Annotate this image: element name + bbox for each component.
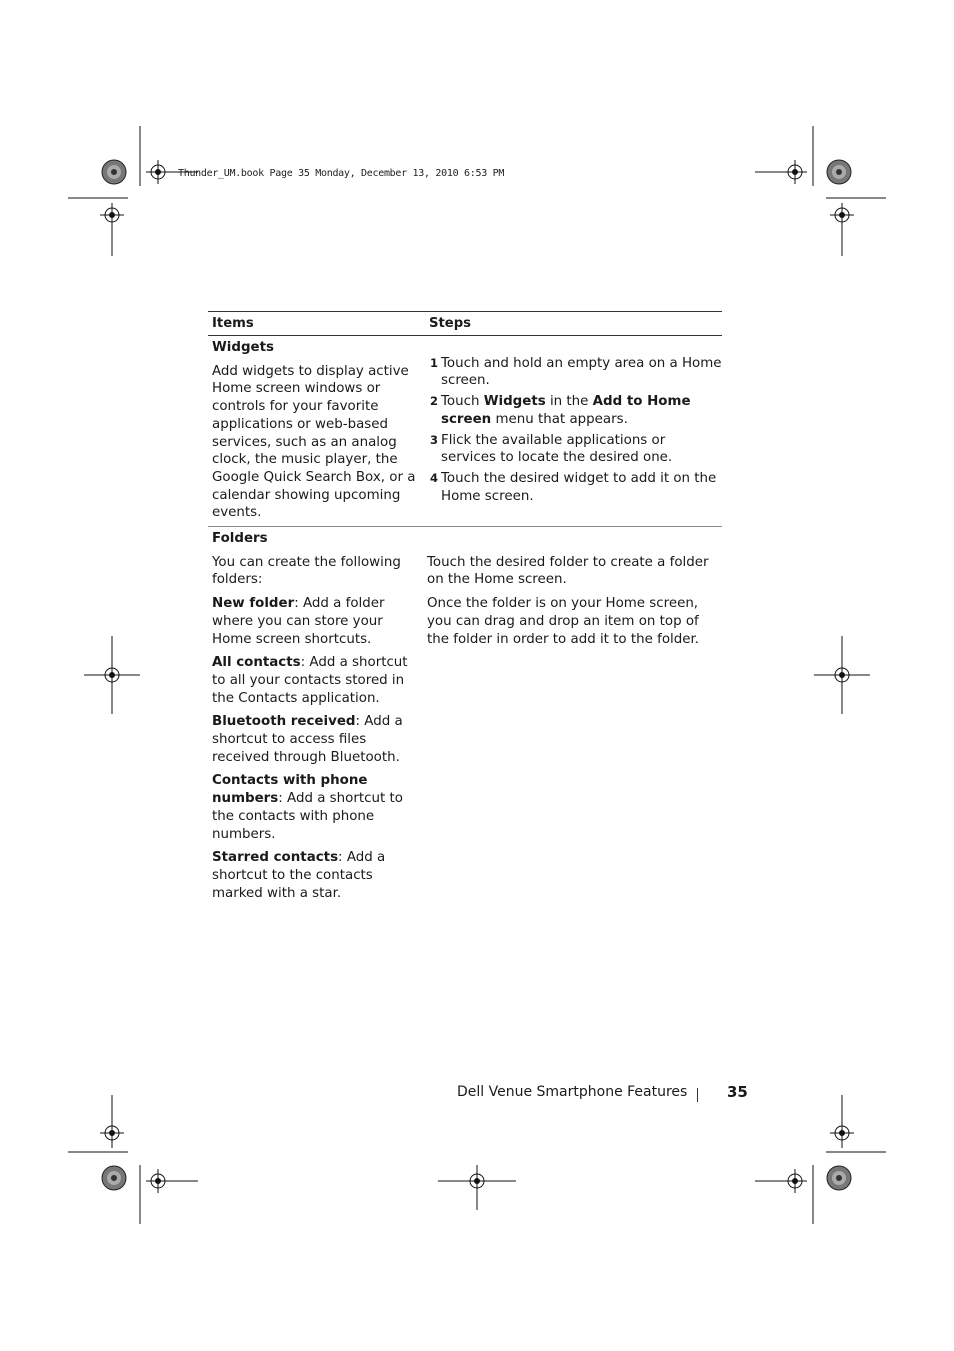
folder-type-item <box>212 713 422 766</box>
widgets-folders-table <box>208 311 722 908</box>
widgets-term: Widgets <box>483 394 546 410</box>
add-to-home-screen-term: Add to Home screen <box>441 394 691 427</box>
folder-type-desc: : Add a shortcut to the contacts with phone numbers. <box>212 791 403 842</box>
table-header <box>208 311 722 336</box>
widgets-step <box>424 432 722 467</box>
column-header-steps: Steps <box>429 316 472 331</box>
folder-type-name: Starred contacts <box>212 850 339 866</box>
folder-type-desc: : Add a shortcut to the contacts marked with a star. <box>212 850 386 901</box>
folder-type-item <box>212 772 422 843</box>
print-slug: Thunder_UM.book Page 35 Monday, December 13, 2010 6:53 PM <box>178 168 505 179</box>
folders-intro: You can create the following folders: <box>212 554 401 588</box>
widgets-section <box>208 336 722 527</box>
widgets-step <box>424 393 722 428</box>
folders-step-create: Touch the desired folder to create a folder on the Home screen. <box>427 554 709 588</box>
widgets-steps-list <box>424 355 722 506</box>
column-header-items: Items <box>212 316 254 331</box>
step-number: 4 <box>430 470 439 485</box>
folder-type-item <box>212 849 422 902</box>
widgets-title: Widgets <box>212 340 274 355</box>
widgets-step <box>424 470 722 505</box>
folder-type-name: Bluetooth received <box>212 714 356 730</box>
folder-type-name: New folder <box>212 596 295 612</box>
step-text: Touch and hold an empty area on a Home screen. <box>441 355 722 389</box>
widgets-description: Add widgets to display active Home screen windows or controls for your favorite applications or web-based services, such as an analog clock, the music player, the Google Quick Search Box, or a calendar showing upcoming events. <box>212 363 416 521</box>
folder-type-desc: : Add a shortcut to access files received through Bluetooth. <box>212 714 403 765</box>
folder-type-item <box>212 654 422 707</box>
footer-section-title: Dell Venue Smartphone Features <box>457 1084 688 1100</box>
step-number: 1 <box>430 355 439 370</box>
page-number: 35 <box>727 1083 748 1101</box>
step-number: 3 <box>430 432 439 447</box>
folder-type-desc: : Add a shortcut to all your contacts stored in the Contacts application. <box>212 655 408 706</box>
step-text: Touch Widgets in the Add to Home screen menu that appears. <box>441 394 691 427</box>
folder-type-desc: : Add a folder where you can store your Home screen shortcuts. <box>212 596 385 647</box>
footer-divider <box>697 1088 698 1102</box>
widgets-step <box>424 355 722 390</box>
folders-section <box>208 527 722 908</box>
step-number: 2 <box>430 394 439 409</box>
step-text: Flick the available applications or services to locate the desired one. <box>441 432 673 466</box>
step-text: Touch the desired widget to add it on the Home screen. <box>441 470 717 504</box>
folder-type-name: All contacts <box>212 655 301 671</box>
folder-type-name: Contacts with phone numbers <box>212 773 368 807</box>
folders-step-add-item: Once the folder is on your Home screen, you can drag and drop an item on top of the folder in order to add it to the folder. <box>427 596 700 647</box>
folders-title: Folders <box>212 531 268 547</box>
folder-type-item <box>212 595 422 648</box>
